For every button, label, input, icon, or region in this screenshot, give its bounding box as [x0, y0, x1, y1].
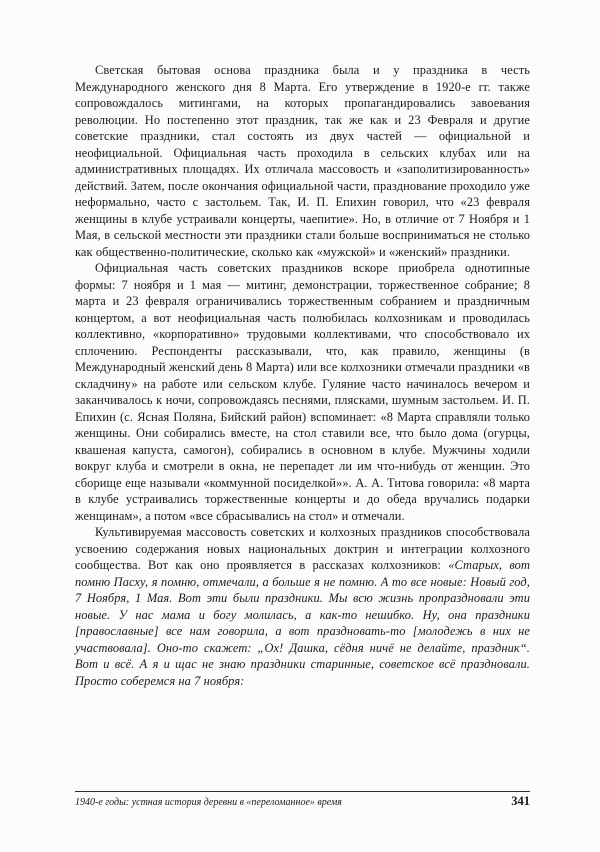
page-footer	[75, 791, 530, 831]
paragraph-2: Официальная часть советских праздников вскоре приобрела однотипные формы: 7 ноября и 1 мая — митинг, демонстрации, торжественное собрание; 8 марта и 23 февраля ограничивались торжественным собранием и праздничным концертом, а вот неофициальная часть полюбилась колхозникам и проводилась коллективно, «корпоративно» трудовыми коллективами, что способствовало их сплочению. Респонденты рассказывали, что, как правило, женщины (в Международный женский день 8 Марта) или все колхозники отмечали праздники «в складчину» на работе или сельском клубе. Гуляние часто начиналось вечером и заканчивалось к ночи, сопровождаясь песнями, плясками, шумным застольем. И. П. Епихин (с. Ясная Поляна, Бийский район) вспоминает: «8 Марта справляли только женщины. Они собирались вместе, на стол ставили все, что было дома (огурцы, квашеная капуста, самогон), собирались в основном в клубе. Мужчины ходили вокруг клуба и смотрели в окна, не перепадет ли им что-нибудь от женщин. Это сборище еще называли «коммунной посиделкой»». А. А. Титова говорила: «8 марта в клубе устраивались торжественные концерты и до обеда вручались подарки женщинам», а потом «все сбрасывались на стол» и отмечали.	[75, 261, 530, 523]
paragraph-3	[75, 524, 530, 689]
paragraph-1: Светская бытовая основа праздника была и у праздника в честь Международного женского дня 8 Марта. Его утверждение в 1920-е гг. также сопровождалось митингами, на которых пропагандировались завоевания революции. Но постепенно этот праздник, так же как и 23 Февраля и другие советские праздники, стал состоять из двух частей — официальной и неофициальной. Официальная часть проходила в сельских клубах или на административных площадях. Их отличала массовость и «заполитизированность» действий. Затем, после окончания официальной части, празднование проходило уже неформально, часто с застольем. Так, И. П. Епихин говорил, что «23 февраля женщины в клубе устраивали концерты, чаепитие». Но, в отличие от 7 Ноября и 1 Мая, в сельской местности эти праздники стали больше восприниматься не столько как общественно-политические, сколько как «мужской» и «женский» праздники.	[75, 63, 530, 259]
paragraph-3-lead: Культивируемая массовость советских и колхозных праздников способствовала усвоению содержания новых национальных доктрин и интеграции колхозного сообщества. Вот как оно проявляется в рассказах колхозников:	[75, 525, 530, 572]
page-body-text	[75, 62, 530, 689]
running-title: 1940-е годы: устная история деревни в «переломанное» время	[75, 797, 342, 808]
paragraph-3-quote: «Старых, вот помню Пасху, я помню, отмечали, а больше я не помню. А то все новые: Новый год, 7 Ноября, 1 Мая. Вот эти были праздники. Мы всю жизнь пропраздновали эти новые. У нас мама и богу молилась, а как-то нешибко. Ну, она праздники [православные] все нам говорила, а вот праздновать-то [молодежь в них не участвовала]. Оно-то скажет: „Ох! Дашка, сёдня ничё не делайте, праздник“. Вот и всё. А я и щас не знаю праздники старинные, советское всё праздновали. Просто соберемся на 7 ноября:	[75, 558, 530, 688]
page-number: 341	[511, 794, 530, 808]
